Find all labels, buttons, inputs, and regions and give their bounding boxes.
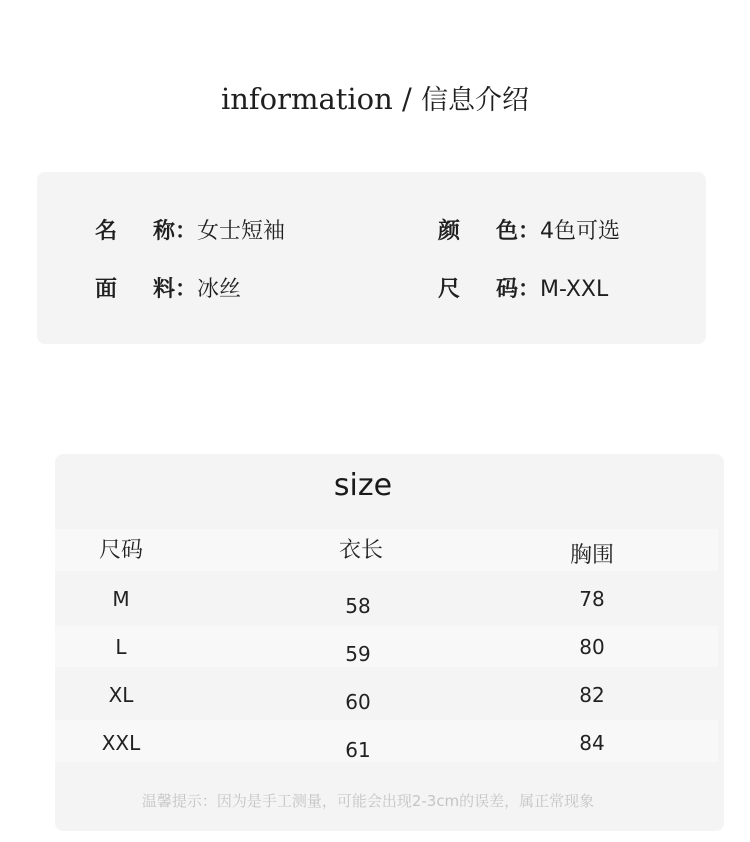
header-chest: 胸围 [569,543,614,568]
table-cell-size: XXL [101,731,141,755]
header-length: 衣长 [338,538,383,563]
table-cell-chest: 78 [579,587,605,611]
info-color-value: 4色可选 [540,219,621,244]
product-info-card [37,172,706,344]
table-cell-chest: 80 [579,635,605,659]
table-cell-size: XL [108,683,134,707]
title-separator: / [392,82,422,116]
info-fabric-value: 冰丝 [197,277,242,302]
info-name-label-2: 称： [153,219,198,244]
info-color-label-2: 色： [496,219,541,244]
table-cell-length: 61 [345,738,371,762]
info-name-value: 女士短袖 [197,219,286,244]
info-size-row [438,272,608,303]
header-size: 尺码 [98,538,143,563]
table-cell-length: 58 [345,594,371,618]
info-color-label-1: 颜 [438,219,461,244]
table-cell-length: 59 [345,642,371,666]
size-chart-title: size [333,468,393,503]
title-english: information [220,82,393,116]
info-fabric-row [95,272,241,303]
info-fabric-label-2: 料： [153,277,198,302]
info-size-label-1: 尺 [438,277,461,302]
measurement-note: 温馨提示：因为是手工测量，可能会出现2-3cm的误差，属正常现象 [141,792,595,810]
info-color-row [438,214,620,245]
table-cell-chest: 82 [579,683,605,707]
info-name-row [95,214,285,245]
table-cell-length: 60 [345,690,371,714]
table-cell-chest: 84 [579,731,605,755]
table-cell-size: M [112,587,130,611]
info-name-label-1: 名 [95,219,118,244]
title-chinese: 信息介绍 [421,85,530,116]
page-title [0,78,750,117]
info-fabric-label-1: 面 [95,277,118,302]
info-size-label-2: 码： [496,277,541,302]
info-size-value: M-XXL [540,277,609,302]
table-cell-size: L [115,635,127,659]
